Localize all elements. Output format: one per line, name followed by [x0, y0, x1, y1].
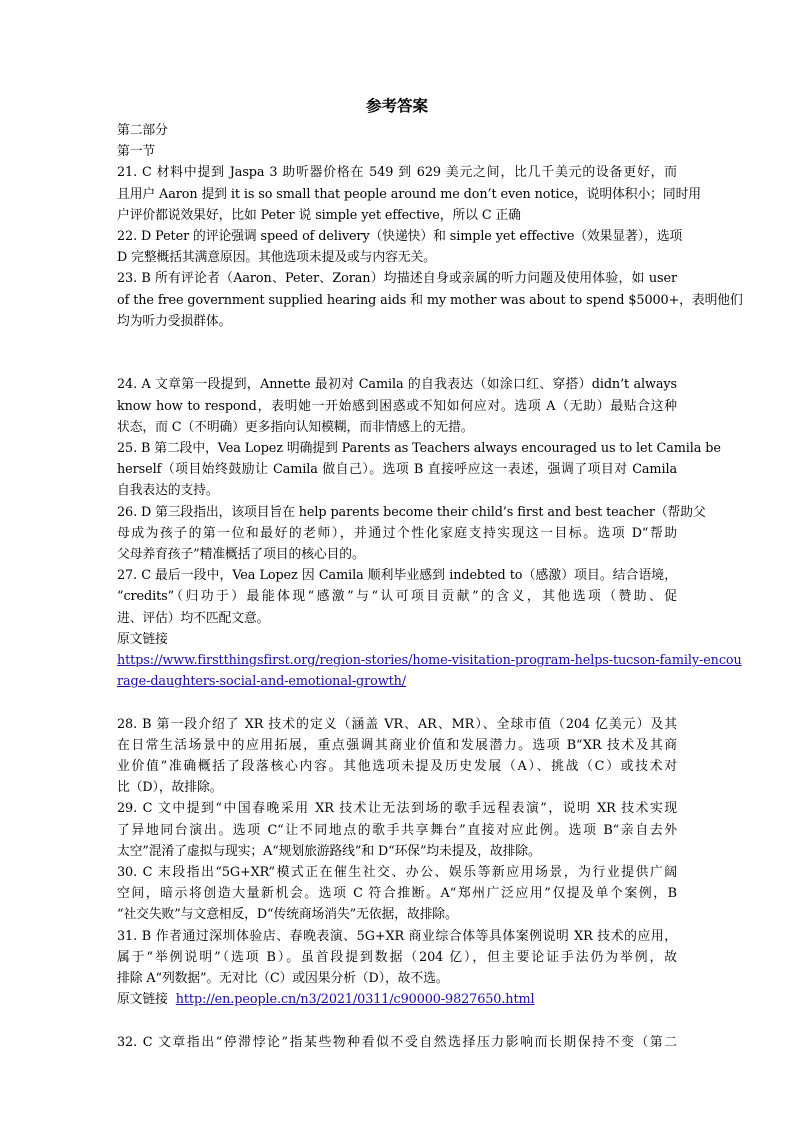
- answer-line: 27. C 最后一段中，Vea Lopez 因 Camila 顺利毕业感到 indebted to（感激）项目。结合语境，: [117, 568, 677, 584]
- answer-line: 22. D Peter 的评论强调 speed of delivery（快递快）和 simple yet effective（效果显著），选项: [117, 229, 683, 245]
- answer-line: 业价值”准确概括了段落核心内容。其他选项未提及历史发展（A）、挑战（C）或技术对: [117, 759, 677, 775]
- answer-q30: [117, 862, 677, 926]
- answer-line: 23. B 所有评论者（Aaron、Peter、Zoran）均描述自身或亲属的听力问题及使用体验，如 user: [117, 271, 677, 287]
- answer-q21: [117, 162, 701, 226]
- answer-line: 状态，而 C（不明确）更多指向认知模糊，而非情感上的无措。: [117, 419, 474, 435]
- answer-line: 28. B 第一段介绍了 XR 技术的定义（涵盖 VR、AR、MR）、全球市值（204 亿美元）及其: [117, 716, 677, 732]
- answer-line: 属于“举例说明”（选项 B）。虽首段提到数据（204 亿），但主要论证手法仍为举例，故: [117, 949, 677, 965]
- section-heading: 第一节: [117, 144, 156, 160]
- answer-line: D 完整概括其满意原因。其他选项未提及或与内容无关。: [117, 250, 436, 266]
- answer-q29: [117, 798, 677, 862]
- spacer: [117, 353, 677, 374]
- answer-line: “社交失败”与文意相反，D“传统商场消失”无依据，故排除。: [117, 907, 458, 923]
- answer-line: 空间，暗示将创造大量新机会。选项 C 符合推断。A“郑州广泛应用”仅提及单个案例，B: [117, 886, 677, 902]
- answer-line: 21. C 材料中提到 Jaspa 3 助听器价格在 549 到 629 美元之间，比几千美元的设备更好，而: [117, 165, 677, 181]
- answer-line: 进、评估）均不匹配文意。: [117, 610, 270, 626]
- answer-line: 30. C 末段指出“5G+XR”模式正在催生社交、办公、娱乐等新应用场景，为行业提供广阔: [117, 865, 677, 881]
- spacer: [117, 332, 677, 353]
- answer-line: 32. C 文章指出“停滞悖论”指某些物种看似不受自然选择压力影响而长期保持不变（第二: [117, 1034, 677, 1050]
- answer-line: 太空”混淆了虚拟与现实；A“规划旅游路线”和 D“环保”均未提及，故排除。: [117, 843, 541, 859]
- answer-line: 在日常生活场景中的应用拓展，重点强调其商业价值和发展潜力。选项 B“XR 技术及其商: [117, 737, 677, 753]
- answer-line: 比（D），故排除。: [117, 780, 223, 796]
- source-label: 原文链接: [117, 992, 168, 1008]
- answer-q26: [117, 502, 706, 566]
- answer-q32: [117, 1032, 677, 1053]
- answer-q25: [117, 438, 721, 502]
- answer-line: 24. A 文章第一段提到，Annette 最初对 Camila 的自我表达（如涂口红、穿搭）didn’t always: [117, 377, 677, 393]
- source-row-people: [117, 989, 677, 1010]
- answer-line: “credits”（归功于）最能体现“感激”与“认可项目贡献”的含义，其他选项（赞助、促: [117, 589, 677, 605]
- source-link-firstthingsfirst-cont[interactable]: [117, 671, 677, 692]
- answer-document: [117, 95, 743, 1053]
- answer-line: 29. C 文中提到“中国春晚采用 XR 技术让无法到场的歌手远程表演”，说明 XR 技术实现: [117, 801, 677, 817]
- answer-q28: [117, 714, 677, 799]
- answer-q22: [117, 226, 683, 268]
- answer-q27: [117, 565, 677, 629]
- answer-line: 25. B 第二段中，Vea Lopez 明确提到 Parents as Teachers always encouraged us to let Camila be: [117, 441, 721, 457]
- answer-line: 母成为孩子的第一位和最好的老师），并通过个性化家庭支持实现这一目标。选项 D“帮助: [117, 525, 677, 541]
- answer-line: 自我表达的支持。: [117, 483, 219, 499]
- answer-line: know how to respond，表明她一开始感到困惑或不知如何应对。选项 A（无助）最贴合这种: [117, 398, 677, 414]
- page-title: 参考答案: [365, 96, 428, 115]
- answer-q31: [117, 926, 677, 990]
- source-link-firstthingsfirst[interactable]: [117, 650, 742, 671]
- source-link-line-2[interactable]: rage-daughters-social-and-emotional-growth/: [117, 674, 407, 690]
- spacer: [117, 692, 677, 713]
- answer-line: of the free government supplied hearing aids 和 my mother was about to spend $5000+，表明他们: [117, 292, 743, 308]
- answer-line: 排除 A“列数据”。无对比（C）或因果分析（D），故不选。: [117, 971, 449, 987]
- spacer: [117, 1010, 677, 1031]
- answer-line: 户评价都说效果好，比如 Peter 说 simple yet effective，所以 C 正确: [117, 207, 521, 223]
- answer-q23: [117, 268, 743, 332]
- answer-line: 26. D 第三段指出，该项目旨在 help parents become their child’s first and best teacher（帮助父: [117, 504, 706, 520]
- source-link-line-1[interactable]: https://www.firstthingsfirst.org/region-stories/home-visitation-program-helps-tucson-family-encou: [117, 653, 742, 669]
- answer-line: 31. B 作者通过深圳体验店、春晚表演、5G+XR 商业综合体等具体案例说明 XR 技术的应用，: [117, 928, 677, 944]
- source-label: 原文链接: [117, 631, 168, 647]
- part-heading: 第二部分: [117, 123, 168, 138]
- answer-line: 了异地同台演出。选项 C“让不同地点的歌手共享舞台”直接对应此例。选项 B“亲自去外: [117, 822, 677, 838]
- answer-line: herself（项目始终鼓励让 Camila 做自己）。选项 B 直接呼应这一表述，强调了项目对 Camila: [117, 462, 677, 478]
- source-link-people[interactable]: http://en.people.cn/n3/2021/0311/c90000-9827650.html: [175, 992, 535, 1008]
- answer-q24: [117, 374, 677, 438]
- answer-line: 且用户 Aaron 提到 it is so small that people around me don’t even notice，说明体积小；同时用: [117, 186, 701, 202]
- answer-line: 父母养育孩子”精准概括了项目的核心目的。: [117, 547, 365, 563]
- answer-line: 均为听力受损群体。: [117, 313, 232, 329]
